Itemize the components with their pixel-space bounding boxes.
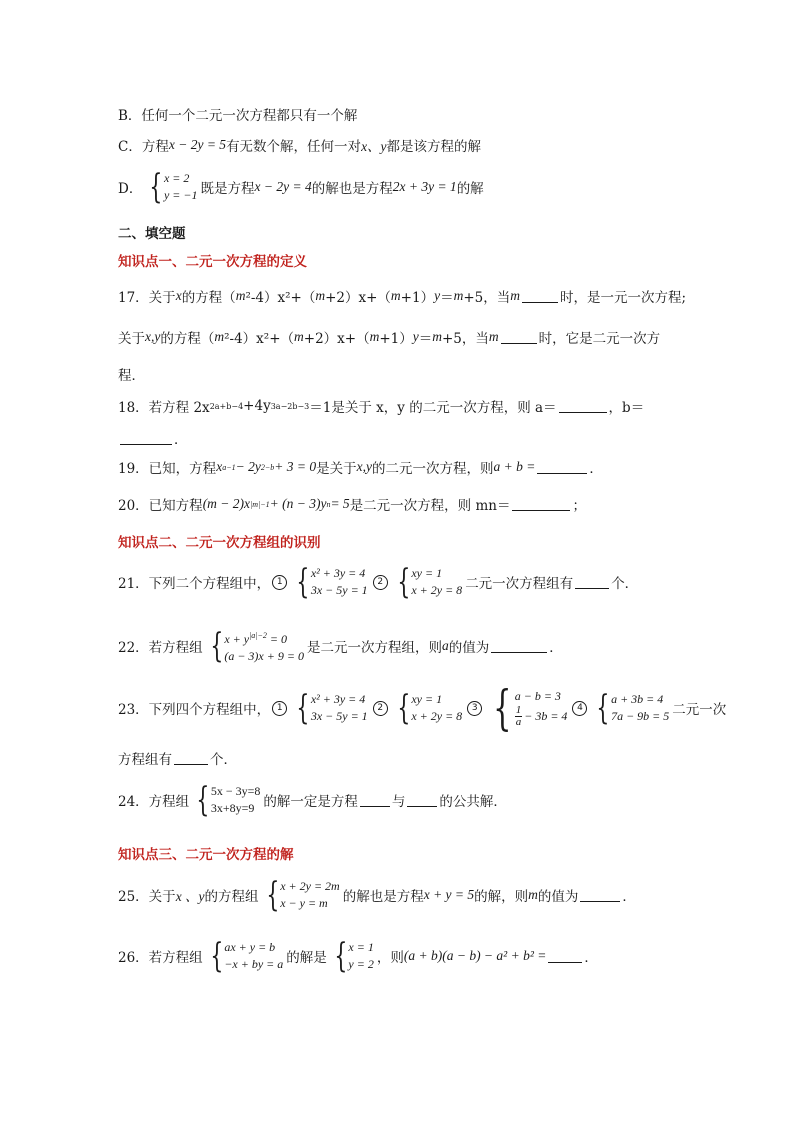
q19-text: 19．已知，方程 [118, 461, 217, 477]
q17-var: x,y [145, 329, 161, 344]
system-line: 5x − 3y=8 [210, 784, 261, 798]
option-c-suffix: 都是该方程的解 [386, 139, 482, 155]
q22-text: ． [549, 640, 563, 656]
equation-system [592, 688, 670, 728]
brace-icon: { [196, 780, 210, 820]
q23-text: 个． [210, 752, 237, 768]
q19-exponent: a−1 [222, 462, 236, 472]
q17-var: m [235, 288, 246, 303]
option-d-prefix: D． [118, 181, 143, 197]
equation-system [292, 562, 368, 602]
q18-exponent: 3a−2b−3 [270, 401, 310, 411]
q17-text: 程． [118, 368, 145, 384]
option-c-prefix: C．方程 [118, 139, 169, 155]
equation-system [192, 780, 261, 820]
q20-exponent: |m|−1 [250, 499, 270, 509]
option-d-mid: 既是方程 [200, 181, 255, 197]
answer-blank[interactable] [360, 794, 390, 807]
option-c-mid: 有无数个解，任何一对 [226, 139, 362, 155]
q26-text: 的解是 [286, 950, 327, 966]
system-line: x = 2 [163, 171, 190, 185]
q22-text: 22．若方程组 [118, 640, 203, 656]
q17-var: x [175, 288, 182, 303]
q17-var: m [510, 288, 520, 303]
system-term: − 3b = 4 [524, 709, 568, 723]
q26-text: 26．若方程组 [118, 950, 203, 966]
question-22 [118, 627, 563, 665]
brace-icon: { [334, 936, 348, 976]
knowledge-point-3 [118, 843, 294, 863]
q20-equation: (m − 2)x [202, 496, 251, 511]
q18-text: ． [174, 432, 188, 448]
option-d-system [145, 167, 198, 207]
option-d-mid2: 的解也是方程 [311, 181, 393, 197]
knowledge-point-1-text: 知识点一、二元一次方程的定义 [118, 254, 307, 270]
brace-icon: { [210, 936, 223, 976]
answer-blank[interactable] [559, 400, 607, 413]
q17-text: ＝ [440, 290, 454, 306]
system-line: x + 2y = 8 [411, 709, 463, 723]
fraction [515, 705, 523, 728]
q17-var: m [432, 329, 442, 344]
q25-equation: x + y = 5 [423, 887, 475, 902]
q23-text: 二元一次 [672, 702, 727, 718]
option-d-eq1: x − 2y = 4 [254, 179, 312, 194]
system-term: x + y [224, 632, 250, 646]
q22-var: a [441, 638, 449, 653]
q21-text: 个． [611, 576, 639, 592]
q17-text: 17．关于 [118, 290, 176, 306]
question-24 [118, 780, 507, 820]
q25-text: 25．关于 [118, 889, 176, 905]
answer-blank[interactable] [522, 290, 558, 303]
q19-equation: − 2y [235, 459, 261, 474]
q17-text: 时，它是二元一次方 [538, 331, 661, 347]
q17-var: m [214, 329, 225, 344]
question-17-line1 [118, 286, 686, 306]
equation-system [393, 562, 463, 602]
answer-blank[interactable] [491, 640, 547, 653]
section-title [118, 222, 186, 242]
system-line: y = 2 [348, 957, 374, 971]
answer-blank[interactable] [407, 794, 437, 807]
q17-var: y [434, 288, 441, 303]
answer-blank[interactable] [174, 752, 208, 765]
knowledge-point-2-text: 知识点二、二元一次方程组的识别 [118, 535, 321, 551]
question-23-line2 [118, 748, 237, 768]
q18-exponent: 2a+b−4 [209, 401, 244, 411]
equation-system [487, 680, 568, 736]
question-23-line1 [118, 680, 727, 736]
brace-icon: { [265, 875, 279, 915]
q17-var: m [369, 329, 380, 344]
equation-system [206, 627, 304, 665]
q20-exponent: n [326, 499, 331, 509]
q25-text: 的解也是方程 [342, 889, 424, 905]
q26-expression: (a + b)(a − b) − a² + b² = [403, 948, 547, 963]
brace-icon: { [296, 562, 310, 602]
brace-icon: { [493, 680, 512, 736]
answer-blank[interactable] [120, 432, 172, 445]
q22-text: 是二元一次方程组，则 [306, 640, 442, 656]
system-line: x² + 3y = 4 [310, 566, 366, 580]
q25-text: 的值为 [537, 889, 579, 905]
q17-var: m [453, 288, 464, 303]
option-c-vars: x、y [361, 139, 387, 154]
q23-text: 23．下列四个方程组中， [118, 702, 271, 718]
system-line: 3x+8y=9 [210, 801, 255, 815]
q24-text: 24．方程组 [118, 794, 190, 810]
q17-text: +2）x+（ [325, 290, 391, 306]
q19-equation: x [216, 459, 223, 474]
knowledge-point-1 [118, 250, 307, 270]
system-exponent: |a|−2 [249, 631, 267, 640]
system-line: ax + y = b [224, 940, 276, 954]
fraction-numerator: 1 [515, 704, 522, 716]
brace-icon: { [296, 688, 310, 728]
q25-var: m [528, 887, 538, 902]
q18-text: ，b＝ [608, 400, 645, 416]
question-19 [118, 457, 603, 477]
q19-text: ． [589, 461, 603, 477]
q20-text: 是二元一次方程，则 mn＝ [349, 498, 511, 514]
system-line: x − y = m [280, 896, 328, 910]
q17-text: 的方程（ [160, 331, 215, 347]
brace-icon: { [149, 167, 163, 207]
q17-text: 的方程（ [181, 290, 236, 306]
brace-icon: { [397, 688, 410, 728]
system-line: 3x − 5y = 1 [310, 583, 368, 597]
q17-text: +2）x+（ [303, 331, 370, 347]
q17-text: +5，当 [463, 290, 511, 306]
equation-system [393, 688, 463, 728]
question-17-line3 [118, 364, 145, 384]
knowledge-point-3-text: 知识点三、二元一次方程的解 [118, 847, 294, 863]
option-d-eq2: 2x + 3y = 1 [392, 179, 457, 194]
system-line [224, 627, 304, 648]
circled-number: 4 [572, 701, 587, 716]
section-title-text: 二、填空题 [118, 226, 186, 242]
q17-text: ²-4）x²+（ [245, 290, 316, 306]
q17-var: m [294, 329, 304, 344]
system-line: 7a − 9b = 5 [611, 709, 670, 723]
q22-text: 的值为 [448, 640, 490, 656]
brace-icon: { [210, 626, 223, 666]
q17-var: y [412, 329, 419, 344]
equation-system [262, 875, 340, 915]
question-21 [118, 562, 639, 602]
circled-number: 2 [373, 575, 388, 590]
answer-blank[interactable] [575, 576, 609, 589]
system-line: −x + by = a [224, 957, 284, 971]
q17-text: 关于 [118, 331, 145, 347]
question-20 [118, 494, 586, 514]
q19-expr: a + b = [493, 459, 536, 474]
q19-text: 的二元一次方程，则 [371, 461, 494, 477]
q25-var: x 、y [175, 889, 205, 904]
q17-text: +5，当 [442, 331, 489, 347]
q17-text: ＝ [418, 331, 433, 347]
system-line: xy = 1 [411, 692, 443, 706]
q19-equation: + 3 = 0 [274, 459, 317, 474]
q17-text: 时，是一元一次方程; [559, 290, 687, 306]
system-line: 3x − 5y = 1 [310, 709, 368, 723]
option-d [118, 167, 484, 207]
q18-text: ＝1是关于 x，y 的二元一次方程，则 a＝ [309, 400, 557, 416]
system-line [515, 705, 568, 728]
system-line: x + 2y = 2m [280, 879, 340, 893]
equation-system [330, 936, 374, 976]
answer-blank[interactable] [580, 889, 620, 902]
q19-text: 是关于 [316, 461, 357, 477]
q20-text: 20．已知方程 [118, 498, 203, 514]
question-26 [118, 936, 598, 976]
q26-text: ． [584, 950, 598, 966]
system-line: y = −1 [163, 188, 198, 202]
q21-text: 二元一次方程组有 [465, 576, 574, 592]
option-b-text: B．任何一个二元一次方程都只有一个解 [118, 108, 358, 124]
option-c-equation: x − 2y = 5 [168, 137, 227, 152]
option-b [118, 104, 357, 124]
circled-number: 1 [272, 575, 287, 590]
q24-text: 的解一定是方程 [263, 794, 358, 810]
q17-var: m [390, 288, 401, 303]
fraction-denominator: a [515, 716, 522, 728]
system-term: = 0 [266, 632, 287, 646]
system-line: xy = 1 [411, 566, 443, 580]
q25-text: 的解，则 [474, 889, 529, 905]
q19-exponent: 2−b [260, 462, 275, 472]
q17-text: +1） [400, 290, 435, 306]
question-18-line2 [118, 428, 188, 448]
q18-text: 18．若方程 2x [118, 400, 210, 416]
knowledge-point-2 [118, 531, 321, 551]
q19-var: x,y [356, 459, 372, 474]
system-line: (a − 3)x + 9 = 0 [224, 649, 304, 663]
option-d-suffix: 的解 [456, 181, 484, 197]
system-line: x + 2y = 8 [411, 583, 463, 597]
answer-blank[interactable] [548, 950, 582, 963]
question-18-line1 [118, 396, 644, 416]
q21-text: 21．下列二个方程组中， [118, 576, 271, 592]
q20-equation: + (n − 3)y [269, 496, 327, 511]
q18-text: +4y [243, 398, 271, 414]
q17-var: m [315, 288, 326, 303]
circled-number: 2 [373, 701, 388, 716]
brace-icon: { [596, 688, 610, 728]
q20-text: ； [572, 498, 586, 514]
option-c [118, 135, 481, 155]
q17-var: m [488, 329, 499, 344]
question-17-line2 [118, 327, 660, 347]
q17-text: +1） [379, 331, 413, 347]
q24-text: 与 [391, 794, 406, 810]
equation-system [206, 936, 284, 976]
q24-text: 的公共解． [439, 794, 507, 810]
answer-blank[interactable] [512, 498, 570, 511]
brace-icon: { [397, 562, 410, 602]
equation-system [292, 688, 368, 728]
q20-equation: = 5 [330, 496, 350, 511]
answer-blank[interactable] [501, 331, 537, 344]
q23-text: 方程组有 [118, 752, 172, 768]
q25-text: ． [622, 889, 636, 905]
circled-number: 1 [272, 701, 287, 716]
system-line: a − b = 3 [514, 689, 561, 703]
system-line: a + 3b = 4 [611, 692, 664, 706]
q17-text: ²-4）x²+（ [224, 331, 295, 347]
answer-blank[interactable] [537, 461, 587, 474]
q25-text: 的方程组 [204, 889, 259, 905]
system-line: x² + 3y = 4 [310, 692, 366, 706]
question-25 [118, 875, 636, 915]
q26-text: ，则 [376, 950, 404, 966]
system-line: x = 1 [348, 940, 374, 954]
circled-number: 3 [467, 701, 482, 716]
